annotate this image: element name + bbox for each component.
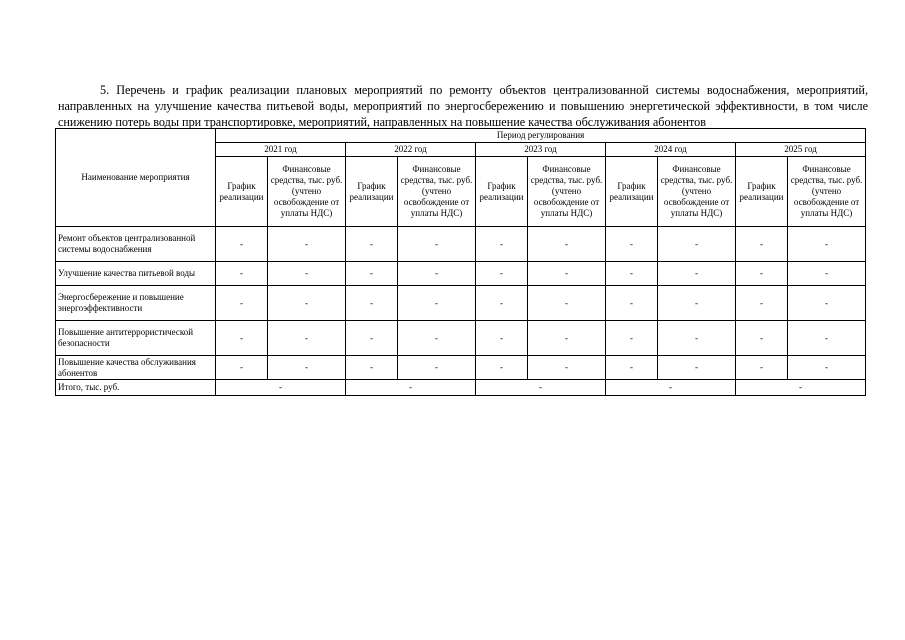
name-column-header: Наименование мероприятия [56,129,216,227]
total-cell: - [216,380,346,396]
schedule-subheader: График реализации [346,157,398,227]
table-cell: - [606,227,658,262]
table-cell: - [528,356,606,380]
table-cell: - [606,321,658,356]
table-cell: - [398,321,476,356]
table-cell: - [788,262,866,286]
table-row [56,286,866,321]
table-cell: - [268,286,346,321]
row-label: Ремонт объектов централизованной системы водоснабжения [56,227,216,262]
table-cell: - [528,227,606,262]
table-cell: - [398,286,476,321]
table-cell: - [346,286,398,321]
table-row [56,356,866,380]
year-header: 2025 год [736,143,866,157]
table-cell: - [216,356,268,380]
schedule-subheader: График реализации [606,157,658,227]
table-body [56,129,866,396]
table-cell: - [476,286,528,321]
total-cell: - [346,380,476,396]
year-header: 2023 год [476,143,606,157]
year-header: 2021 год [216,143,346,157]
finance-subheader: Финансовые средства, тыс. руб. (учтено освобождение от уплаты НДС) [788,157,866,227]
row-label: Улучшение качества питьевой воды [56,262,216,286]
table-cell: - [606,286,658,321]
table-cell: - [268,227,346,262]
measures-table [55,128,866,396]
table-cell: - [736,227,788,262]
table-cell: - [398,227,476,262]
finance-subheader: Финансовые средства, тыс. руб. (учтено освобождение от уплаты НДС) [528,157,606,227]
table-row [56,227,866,262]
finance-subheader: Финансовые средства, тыс. руб. (учтено освобождение от уплаты НДС) [398,157,476,227]
period-header: Период регулирования [216,129,866,143]
table-cell: - [788,286,866,321]
table-cell: - [658,356,736,380]
total-cell: - [606,380,736,396]
table-cell: - [788,227,866,262]
table-cell: - [346,356,398,380]
table-cell: - [736,262,788,286]
table-cell: - [268,356,346,380]
year-header: 2022 год [346,143,476,157]
table-cell: - [476,321,528,356]
table-row [56,262,866,286]
table-cell: - [346,227,398,262]
table-row [56,321,866,356]
total-cell: - [476,380,606,396]
row-label: Повышение качества обслуживания абонентов [56,356,216,380]
table-cell: - [788,356,866,380]
table-cell: - [606,262,658,286]
table-cell: - [658,262,736,286]
header-row-period [56,129,866,143]
schedule-subheader: График реализации [216,157,268,227]
table-cell: - [606,356,658,380]
year-header: 2024 год [606,143,736,157]
table-cell: - [788,321,866,356]
table-cell: - [216,227,268,262]
finance-subheader: Финансовые средства, тыс. руб. (учтено освобождение от уплаты НДС) [268,157,346,227]
table-cell: - [476,227,528,262]
finance-subheader: Финансовые средства, тыс. руб. (учтено освобождение от уплаты НДС) [658,157,736,227]
schedule-subheader: График реализации [476,157,528,227]
table-cell: - [658,286,736,321]
table-cell: - [216,321,268,356]
section-heading: 5. Перечень и график реализации плановых мероприятий по ремонту объектов централизованной системы водоснабжения, мероприятий, направленных на улучшение качества питьевой воды, мероприятий по энергосбережению и повышению энергетической эффективности, в том числе снижению потерь воды при транспортировке, мероприятий, направленных на повышение качества обслуживания абонентов [58,83,868,130]
total-label: Итого, тыс. руб. [56,380,216,396]
table-cell: - [398,262,476,286]
table-cell: - [346,262,398,286]
table-cell: - [476,262,528,286]
table-cell: - [268,262,346,286]
schedule-subheader: График реализации [736,157,788,227]
table-cell: - [736,286,788,321]
table-cell: - [346,321,398,356]
total-cell: - [736,380,866,396]
table-cell: - [398,356,476,380]
table-cell: - [268,321,346,356]
table-cell: - [528,321,606,356]
total-row [56,380,866,396]
table-cell: - [216,286,268,321]
table-cell: - [658,321,736,356]
row-label: Энергосбережение и повышение энергоэффективности [56,286,216,321]
table-cell: - [528,262,606,286]
table-cell: - [658,227,736,262]
row-label: Повышение антитеррористической безопасности [56,321,216,356]
table-cell: - [736,321,788,356]
table-cell: - [476,356,528,380]
table-cell: - [216,262,268,286]
table-cell: - [736,356,788,380]
table-cell: - [528,286,606,321]
